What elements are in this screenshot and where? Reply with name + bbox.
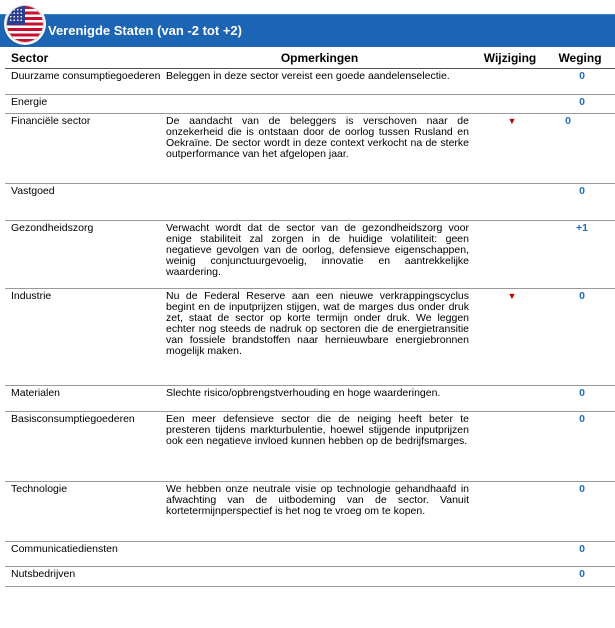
table-row xyxy=(5,184,615,221)
remark-cell xyxy=(164,567,475,587)
sector-cell-text: Materialen xyxy=(11,387,61,399)
remark-cell-text: Beleggen in deze sector vereist een goede aandelenselectie. xyxy=(166,70,450,82)
page-title: Verenigde Staten (van -2 tot +2) xyxy=(48,23,242,38)
weight-cell-text: 0 xyxy=(579,568,585,580)
table-row xyxy=(5,412,615,482)
remark-cell xyxy=(164,95,475,114)
sector-cell xyxy=(5,184,164,221)
change-indicator xyxy=(475,114,545,184)
table-row xyxy=(5,567,615,587)
weight-cell-text: +1 xyxy=(576,222,588,234)
change-indicator xyxy=(475,482,545,542)
remark-cell xyxy=(164,184,475,221)
remark-cell xyxy=(164,69,475,95)
weight-cell xyxy=(545,95,615,114)
weight-cell-text: 0 xyxy=(565,115,571,127)
weight-cell-text: 0 xyxy=(579,290,585,302)
change-indicator xyxy=(475,386,545,412)
table-row xyxy=(5,114,615,184)
change-indicator xyxy=(475,412,545,482)
column-header-change: Wijziging xyxy=(475,51,545,69)
sector-cell xyxy=(5,542,164,567)
sector-cell-text: Vastgoed xyxy=(11,185,55,197)
table-header-row xyxy=(5,51,615,69)
remark-cell xyxy=(164,289,475,386)
sector-cell xyxy=(5,386,164,412)
change-indicator xyxy=(475,567,545,587)
sector-cell-text: Nutsbedrijven xyxy=(11,568,76,580)
down-arrow-icon: ▼ xyxy=(507,116,517,126)
weight-cell-text: 0 xyxy=(579,387,585,399)
remark-cell xyxy=(164,114,475,184)
column-header-sector: Sector xyxy=(5,51,164,69)
remark-cell xyxy=(164,221,475,289)
sector-cell-text: Basisconsumptiegoederen xyxy=(11,413,135,425)
weight-cell xyxy=(545,184,615,221)
table-row xyxy=(5,386,615,412)
change-indicator xyxy=(475,289,545,386)
sector-cell-text: Financiële sector xyxy=(11,115,91,127)
column-header-remarks: Opmerkingen xyxy=(164,51,475,69)
change-indicator xyxy=(475,221,545,289)
title-bar xyxy=(0,14,615,47)
change-indicator xyxy=(475,542,545,567)
down-arrow-icon: ▼ xyxy=(507,291,517,301)
weight-cell xyxy=(545,386,615,412)
weight-cell-text: 0 xyxy=(579,413,585,425)
change-indicator xyxy=(475,69,545,95)
weight-cell xyxy=(545,412,615,482)
column-header-weight: Weging xyxy=(545,51,615,69)
weight-cell xyxy=(545,114,615,184)
sector-cell xyxy=(5,114,164,184)
weight-cell-text: 0 xyxy=(579,185,585,197)
remark-cell xyxy=(164,482,475,542)
us-flag-icon xyxy=(6,5,44,43)
table-row xyxy=(5,482,615,542)
weight-cell xyxy=(545,567,615,587)
remark-cell-text: We hebben onze neutrale visie op technologie gehandhaafd in afwachting van de uitbodeming van de sector. Vanuit kortetermijnperspectief is het nog te vroeg om te kopen. xyxy=(166,483,469,517)
remark-cell xyxy=(164,386,475,412)
table-row xyxy=(5,69,615,95)
sector-cell-text: Gezondheidszorg xyxy=(11,222,94,234)
sector-cell-text: Technologie xyxy=(11,483,68,495)
table-row xyxy=(5,289,615,386)
change-indicator xyxy=(475,95,545,114)
remark-cell xyxy=(164,542,475,567)
weight-cell-text: 0 xyxy=(579,70,585,82)
weight-cell xyxy=(545,542,615,567)
weight-cell-text: 0 xyxy=(579,483,585,495)
weight-cell xyxy=(545,482,615,542)
table-row xyxy=(5,542,615,567)
table-row xyxy=(5,95,615,114)
remark-cell-text: Een meer defensieve sector die de neiging heeft beter te presteren tijdens markturbulentie, hoewel stijgende inputprijzen ook een negatieve invloed kunnen hebben op de bedrijfsmarges. xyxy=(166,413,469,447)
weight-cell xyxy=(545,69,615,95)
sector-cell-text: Communicatiediensten xyxy=(11,543,118,555)
weight-cell-text: 0 xyxy=(579,96,585,108)
weight-cell-text: 0 xyxy=(579,543,585,555)
weight-cell xyxy=(545,289,615,386)
remark-cell-text: Nu de Federal Reserve aan een nieuwe verkrappingscyclus begint en de inputprijzen stijgen, wat de marges dus onder druk zet, staat de sector op korte termijn onder druk. We leggen echter nog steeds de nadruk op sectoren die de energietransitie van fossiele brandstoffen naar hernieuwbare energiebronnen mogelijk maken. xyxy=(166,290,469,357)
sector-cell xyxy=(5,482,164,542)
sector-cell-text: Industrie xyxy=(11,290,52,302)
table-row xyxy=(5,221,615,289)
sector-cell xyxy=(5,95,164,114)
sector-cell xyxy=(5,567,164,587)
sector-cell xyxy=(5,289,164,386)
change-indicator xyxy=(475,184,545,221)
remark-cell-text: Slechte risico/opbrengstverhouding en hoge waarderingen. xyxy=(166,387,441,399)
remark-cell xyxy=(164,412,475,482)
sector-cell-text: Duurzame consumptiegoederen xyxy=(11,70,161,82)
sector-cell xyxy=(5,412,164,482)
sector-cell xyxy=(5,221,164,289)
weight-cell xyxy=(545,221,615,289)
sector-cell xyxy=(5,69,164,95)
remark-cell-text: Verwacht wordt dat de sector van de gezondheidszorg voor enige stabiliteit zal zorgen in de huidige volatiliteit: geen negatieve gevolgen van de oorlog, defensieve eigenschappen, weinig conjunctuurgevoelig, innovatie en aantrekkelijke waardering. xyxy=(166,222,469,278)
sector-table xyxy=(5,51,615,587)
sector-cell-text: Energie xyxy=(11,96,48,108)
remark-cell-text: De aandacht van de beleggers is verschoven naar de onzekerheid die is ontstaan door de oorlog tussen Rusland en Oekraïne. De sector wordt in deze context verkocht na de sterke outperformance van het afgelopen jaar. xyxy=(166,115,469,160)
